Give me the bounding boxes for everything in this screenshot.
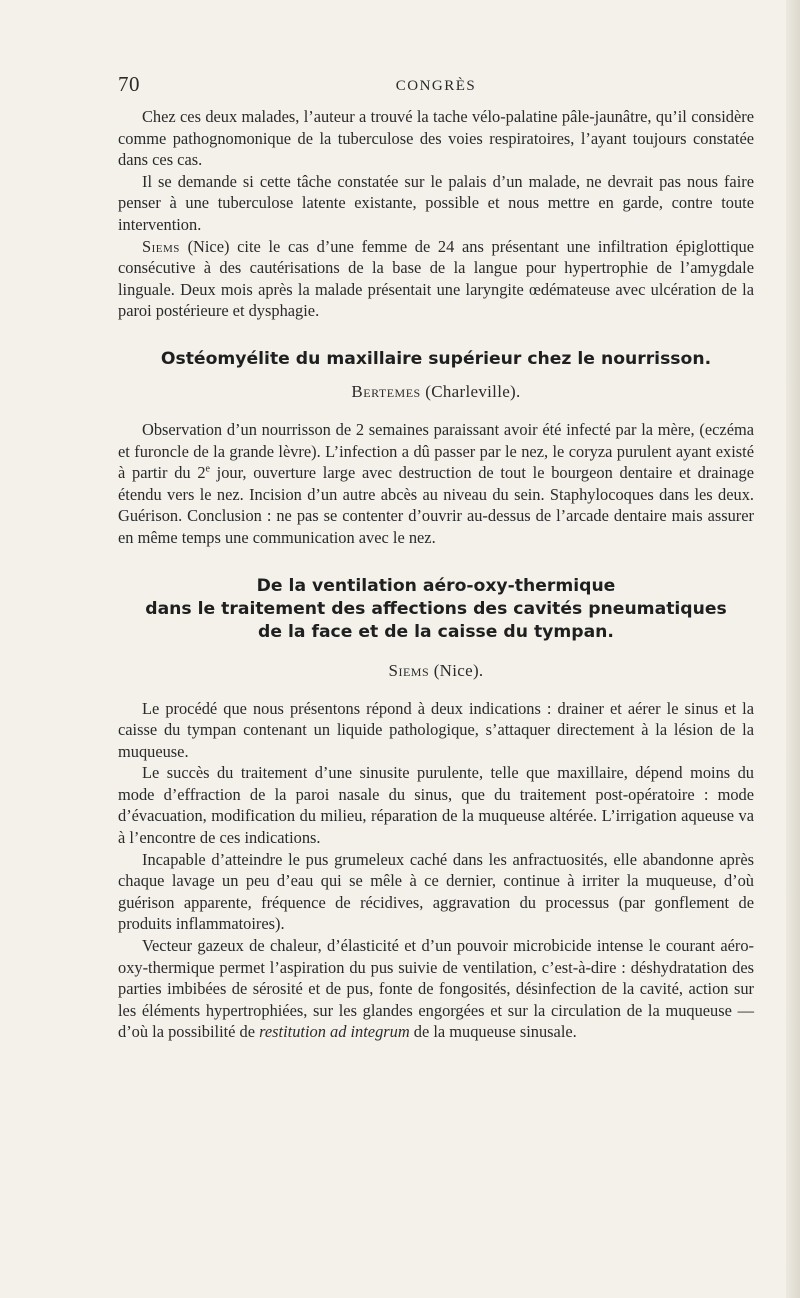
section-author	[118, 381, 754, 403]
author-place: (Charleville).	[420, 381, 521, 401]
italic-phrase: restitution ad integrum	[259, 1022, 410, 1042]
section-title	[118, 575, 754, 644]
section-title-line: De la ventilation aéro-oxy-thermique	[256, 575, 616, 596]
paragraph-text: de la muqueuse sinusale.	[409, 1022, 577, 1042]
section-paragraph-3: Incapable d’atteindre le pus grumeleux caché dans les anfractuosités, elle abandonne après chaque lavage un peu d’eau qui se mêle à ce dernier, continue à irriter la muqueuse, d’où guérison apparente, fréquence de récidives, aggravation du processus (par gonflement de produits inflammatoires).	[118, 849, 754, 934]
running-title: CONGRÈS	[395, 78, 477, 94]
superscript: e	[205, 463, 210, 475]
section-paragraph-1: Le procédé que nous présentons répond à deux indications : drainer et aérer le sinus et la caisse du tympan contenant un liquide pathologique, s’attaquer directement à la lésion de la muqueuse.	[118, 698, 754, 761]
paragraph-text: jour, ouverture large avec destruction de tout le bourgeon dentaire et drainage étendu vers le nez. Incision d’un autre abcès au niveau du sein. Staphylocoques dans les deux. Guérison. Conclusion : ne pas se contenter d’ouvrir au-dessus de l’arcade dentaire mais assurer en même temps une communication avec le nez.	[118, 463, 754, 547]
section-paragraph-2: Le succès du traitement d’une sinusite purulente, telle que maxillaire, dépend moins du mode d’effraction de la paroi nasale du sinus, que du traitement post-opératoire : mode d’évacuation, modification du milieu, réparation de la muqueuse altérée. L’irrigation aqueuse va à l’encontre de ces indications.	[118, 763, 754, 848]
intro-paragraph-3	[118, 236, 754, 322]
cited-author: Siems	[142, 236, 180, 256]
paragraph-text: Observation d’un nourrisson de 2 semaines paraissant avoir été infecté par la mère, (eczéma et furoncle de la grande lèvre). L’infection a dû passer par le nez, le coryza purulent ayant existé à partir du 2	[118, 419, 754, 483]
document-page	[118, 72, 754, 1043]
section-title-line: dans le traitement des affections des cavités pneumatiques	[145, 598, 727, 619]
author-name: Bertemes	[351, 381, 421, 401]
intro-section	[118, 106, 754, 322]
section-paragraph-4	[118, 935, 754, 1043]
section-osteomyelite	[118, 348, 754, 549]
section-title-line: de la face et de la caisse du tympan.	[258, 621, 614, 642]
section-paragraph	[118, 419, 754, 549]
section-ventilation	[118, 575, 754, 1044]
intro-paragraph-1: Chez ces deux malades, l’auteur a trouvé la tache vélo-palatine pâle-jaunâtre, qu’il considère comme pathognomonique de la tuberculose des voies respiratoires, l’ayant toujours constatée dans ces cas.	[118, 107, 754, 170]
section-author	[118, 660, 754, 682]
paragraph-text: Vecteur gazeux de chaleur, d’élasticité et d’un pouvoir microbicide intense le courant aéro-oxy-thermique permet l’aspiration du pus suivie de ventilation, c’est-à-dire : déshydratation des parties imbibées de sérosité et de pus, fonte de fongosités, désinfection de la cavité, action sur les éléments hypertrophiées, sur les glandes engorgées et sur la circulation de la muqueuse — d’où la possibilité de	[118, 936, 754, 1042]
section-title: Ostéomyélite du maxillaire supérieur chez le nourrisson.	[160, 348, 712, 369]
page-number: 70	[118, 72, 140, 96]
intro-paragraph-3-text: (Nice) cite le cas d’une femme de 24 ans présentant une infiltration épiglottique consécutive à des cautérisations de la base de la langue pour hypertrophie de l’amygdale linguale. Deux mois après la malade présentait une laryngite œdémateuse avec ulcération de la paroi postérieure et dysphagie.	[118, 236, 754, 321]
intro-paragraph-2: Il se demande si cette tâche constatée sur le palais d’un malade, ne devrait pas nous faire penser à une tuberculose latente existante, possible et nous mettre en garde, contre toute intervention.	[118, 171, 754, 234]
author-name: Siems	[388, 660, 430, 680]
author-place: (Nice).	[429, 660, 484, 680]
page-header	[118, 72, 754, 106]
page-edge-shadow	[786, 0, 800, 1298]
